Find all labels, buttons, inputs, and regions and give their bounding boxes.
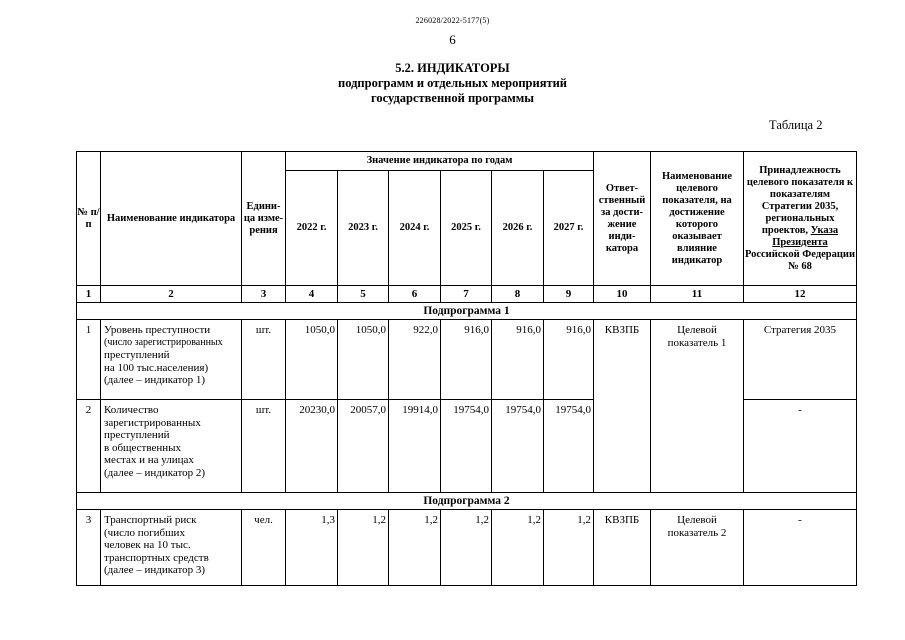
header-target-indicator: Наименование целевого показателя, на достижение которого оказывает влияние индикатор bbox=[651, 152, 744, 286]
header-year-2025: 2025 г. bbox=[441, 171, 492, 286]
affiliation: - bbox=[744, 510, 857, 586]
table-row bbox=[77, 320, 857, 400]
indicators-table bbox=[76, 151, 857, 586]
value-2026: 916,0 bbox=[492, 320, 544, 400]
column-number: 5 bbox=[338, 286, 389, 303]
column-number: 6 bbox=[389, 286, 441, 303]
indicator-name bbox=[101, 400, 242, 493]
responsible: КВЗПБ bbox=[594, 510, 651, 586]
indicator-name-line: (далее – индикатор 1) bbox=[104, 374, 206, 386]
header-affiliation-prefix: Принадлежность целевого показателя к показателям Стратегии 2035, региональных проектов, bbox=[746, 164, 854, 236]
header-year-2022: 2022 г. bbox=[286, 171, 338, 286]
indicator-name-line: (число зарегистрированных bbox=[104, 336, 223, 348]
header-year-2027: 2027 г. bbox=[544, 171, 594, 286]
value-2024: 922,0 bbox=[389, 320, 441, 400]
value-2026: 19754,0 bbox=[492, 400, 544, 493]
row-num: 2 bbox=[77, 400, 101, 493]
target-indicator: Целевой показатель 2 bbox=[651, 510, 744, 586]
section-title bbox=[0, 61, 905, 106]
column-number: 2 bbox=[101, 286, 242, 303]
indicator-name-line: местах и на улицах bbox=[104, 454, 194, 466]
value-2022: 1050,0 bbox=[286, 320, 338, 400]
column-number: 8 bbox=[492, 286, 544, 303]
header-affiliation bbox=[744, 152, 857, 286]
indicator-name-line: (далее – индикатор 2) bbox=[104, 466, 206, 479]
column-number: 10 bbox=[594, 286, 651, 303]
responsible: КВЗПБ bbox=[594, 320, 651, 493]
header-year-2024: 2024 г. bbox=[389, 171, 441, 286]
column-number: 11 bbox=[651, 286, 744, 303]
column-number: 12 bbox=[744, 286, 857, 303]
indicator-name bbox=[101, 320, 242, 400]
indicator-name-line: человек на 10 тыс. bbox=[104, 539, 191, 551]
unit: чел. bbox=[242, 510, 286, 586]
table-label: Таблица 2 bbox=[769, 118, 823, 132]
header-indicator-name: Наименование индикатора bbox=[101, 152, 242, 286]
value-2025: 1,2 bbox=[441, 510, 492, 586]
page-number: 6 bbox=[449, 32, 456, 47]
value-2024: 19914,0 bbox=[389, 400, 441, 493]
column-number: 7 bbox=[441, 286, 492, 303]
value-2022: 1,3 bbox=[286, 510, 338, 586]
indicator-name-line: транспортных средств bbox=[104, 551, 209, 564]
header-affiliation-suffix: Российской Федерации № 68 bbox=[744, 248, 856, 272]
indicator-name-line: (далее – индикатор 3) bbox=[104, 564, 206, 576]
value-2025: 19754,0 bbox=[441, 400, 492, 493]
document-id: 226028/2022-5177(5) bbox=[415, 16, 490, 25]
indicator-name-line: Транспортный риск bbox=[104, 514, 197, 526]
indicator-name-line: в общественных bbox=[104, 441, 182, 454]
header-num: № п/п bbox=[77, 152, 101, 286]
subprogram-2-title: Подпрограмма 2 bbox=[77, 493, 857, 510]
value-2027: 916,0 bbox=[544, 320, 594, 400]
indicator-name bbox=[101, 510, 242, 586]
title-line-3: государственной программы bbox=[370, 91, 535, 105]
row-num: 1 bbox=[77, 320, 101, 400]
header-responsible: Ответ-ственный за дости-жение инди-катора bbox=[594, 152, 651, 286]
indicator-name-line: (число погибших bbox=[104, 526, 185, 539]
indicator-name-line: преступлений bbox=[104, 429, 170, 441]
value-2023: 20057,0 bbox=[338, 400, 389, 493]
value-2027: 1,2 bbox=[544, 510, 594, 586]
title-line-1: 5.2. ИНДИКАТОРЫ bbox=[395, 61, 510, 75]
indicator-name-line: преступлений bbox=[104, 349, 170, 361]
column-number: 9 bbox=[544, 286, 594, 303]
indicator-name-line: Количество bbox=[104, 404, 159, 416]
indicator-name-line: зарегистрированных bbox=[104, 416, 201, 429]
affiliation: - bbox=[744, 400, 857, 493]
unit: шт. bbox=[242, 320, 286, 400]
column-numbers-row bbox=[77, 286, 857, 303]
row-num: 3 bbox=[77, 510, 101, 586]
value-2024: 1,2 bbox=[389, 510, 441, 586]
title-line-2: подпрограмм и отдельных мероприятий bbox=[338, 76, 567, 90]
subprogram-1-title: Подпрограмма 1 bbox=[77, 303, 857, 320]
value-2026: 1,2 bbox=[492, 510, 544, 586]
value-2023: 1050,0 bbox=[338, 320, 389, 400]
value-2027: 19754,0 bbox=[544, 400, 594, 493]
value-2022: 20230,0 bbox=[286, 400, 338, 493]
target-indicator: Целевой показатель 1 bbox=[651, 320, 744, 493]
column-number: 1 bbox=[77, 286, 101, 303]
affiliation: Стратегия 2035 bbox=[744, 320, 857, 400]
header-affiliation-decree-link: Указа Президента bbox=[772, 224, 839, 248]
column-number: 4 bbox=[286, 286, 338, 303]
header-year-2023: 2023 г. bbox=[338, 171, 389, 286]
column-number: 3 bbox=[242, 286, 286, 303]
header-values-by-year: Значение индикатора по годам bbox=[286, 152, 594, 171]
table-row bbox=[77, 510, 857, 586]
indicator-name-line: на 100 тыс.населения) bbox=[104, 361, 209, 374]
header-year-2026: 2026 г. bbox=[492, 171, 544, 286]
value-2025: 916,0 bbox=[441, 320, 492, 400]
value-2023: 1,2 bbox=[338, 510, 389, 586]
indicator-name-line: Уровень преступности bbox=[104, 324, 211, 336]
header-unit: Едини-ца изме-рения bbox=[242, 152, 286, 286]
unit: шт. bbox=[242, 400, 286, 493]
